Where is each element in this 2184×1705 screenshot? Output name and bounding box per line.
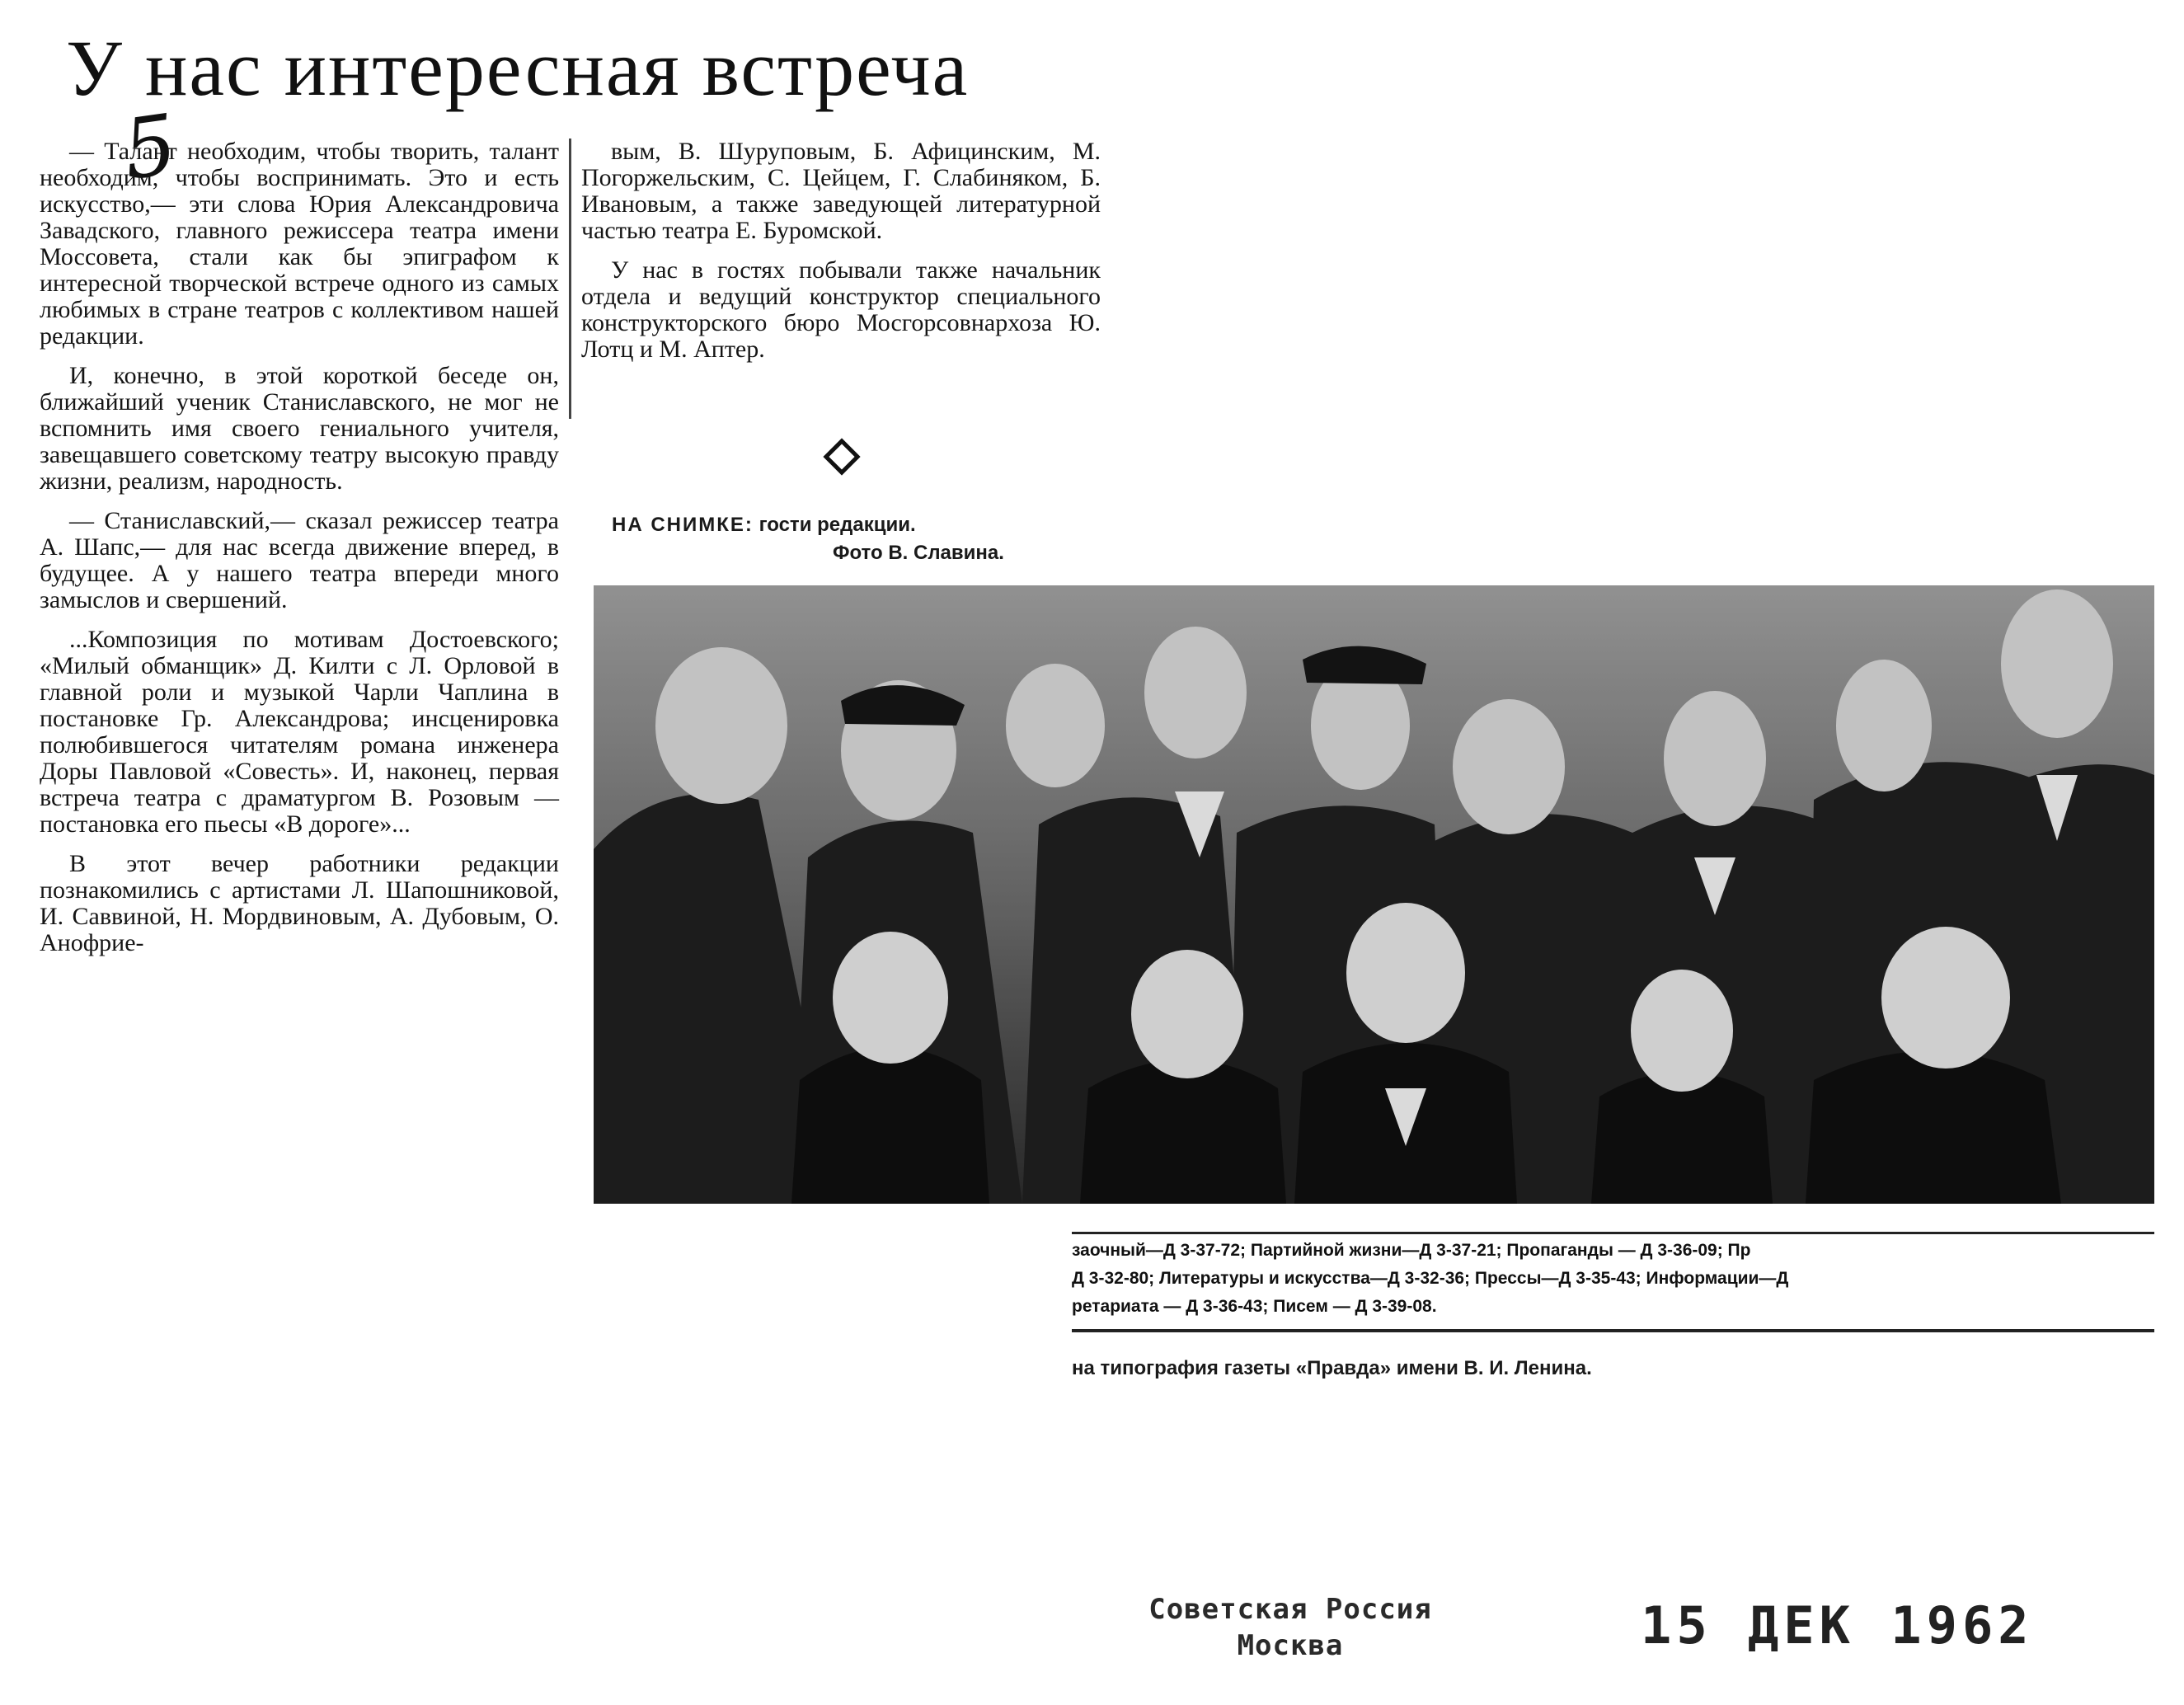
diamond-ornament-icon	[823, 438, 860, 475]
article-column-right	[581, 139, 1101, 376]
article-headline: У нас интересная встреча	[66, 24, 970, 112]
contacts-line: Д 3-32-80; Литературы и искусства—Д 3-32-36; Прессы—Д 3-35-43; Информации—Д	[1072, 1269, 1789, 1288]
contacts-line: заочный—Д 3-37-72; Партийной жизни—Д 3-37-21; Пропаганды — Д 3-36-09; Пр	[1072, 1241, 1751, 1260]
source-stamp-city: Москва	[1237, 1629, 1344, 1662]
photo-caption	[612, 511, 1123, 567]
article-column-left	[40, 139, 559, 970]
contacts-bottom-rule	[1072, 1329, 2154, 1332]
article-paragraph: ...Композиция по мотивам Достоевского; «Милый обманщик» Д. Килти с Л. Орловой в главной роли и музыкой Чарли Чаплина в постановке Гр. Александрова; инсценировка полюбившегося читателям романа инженера Доры Павловой «Совесть». И, наконец, первая встреча театра с драматургом В. Розовым — постановка его пьесы «В дороге»...	[40, 626, 559, 838]
group-photo-image	[594, 585, 2154, 1204]
article-paragraph: И, конечно, в этой короткой беседе он, ближайший ученик Станиславского, не мог не вспомнить имя своего гениального учителя, завещавшего советскому театру высокую правду жизни, реализм, народность.	[40, 362, 559, 495]
printer-imprint: на типография газеты «Правда» имени В. И. Ленина.	[1072, 1357, 1592, 1379]
article-paragraph: — Талант необходим, чтобы творить, талант необходим, чтобы воспринимать. Это и есть искусство,— эти слова Юрия Александровича Завадского, главного режиссера театра имени Моссовета, стали как бы эпиграфом к интересной творческой встрече одного из самых любимых в стране театров с коллективом нашей редакции.	[40, 138, 559, 350]
photo-credit: Фото В. Славина.	[833, 542, 1004, 564]
contacts-top-rule	[1072, 1232, 2154, 1234]
date-stamp: 15 ДЕК 1962	[1641, 1595, 2034, 1656]
article-paragraph: вым, В. Шуруповым, Б. Афицинским, М. Погоржельским, С. Цейцем, Г. Слабиняком, Б. Ивановым, а также заведующей литературной частью театра Е. Буромской.	[581, 138, 1101, 244]
editorial-contacts	[1072, 1237, 2154, 1321]
source-stamp-newspaper: Советская Россия	[1148, 1593, 1432, 1626]
contacts-line: ретариата — Д 3-36-43; Писем — Д 3-39-08.	[1072, 1297, 1437, 1316]
article-paragraph: — Станиславский,— сказал режиссер театра А. Шапс,— для нас всегда движение вперед, в будущее. А у нашего театра впереди много замыслов и свершений.	[40, 507, 559, 613]
handwritten-number-mark: 5	[117, 96, 183, 199]
group-photo	[594, 585, 2154, 1204]
article-paragraph: В этот вечер работники редакции познакомились с артистами Л. Шапошниковой, И. Саввиной, Н. Мордвиновым, А. Дубовым, О. Анофрие-	[40, 850, 559, 956]
article-paragraph: У нас в гостях побывали также начальник отдела и ведущий конструктор специального конструкторского бюро Мосгорсовнархоза Ю. Лотц и М. Аптер.	[581, 256, 1101, 363]
source-stamp	[1130, 1591, 1451, 1664]
caption-label: НА СНИМКЕ:	[612, 514, 754, 536]
caption-text: гости редакции.	[759, 514, 916, 536]
column-divider	[569, 139, 571, 419]
